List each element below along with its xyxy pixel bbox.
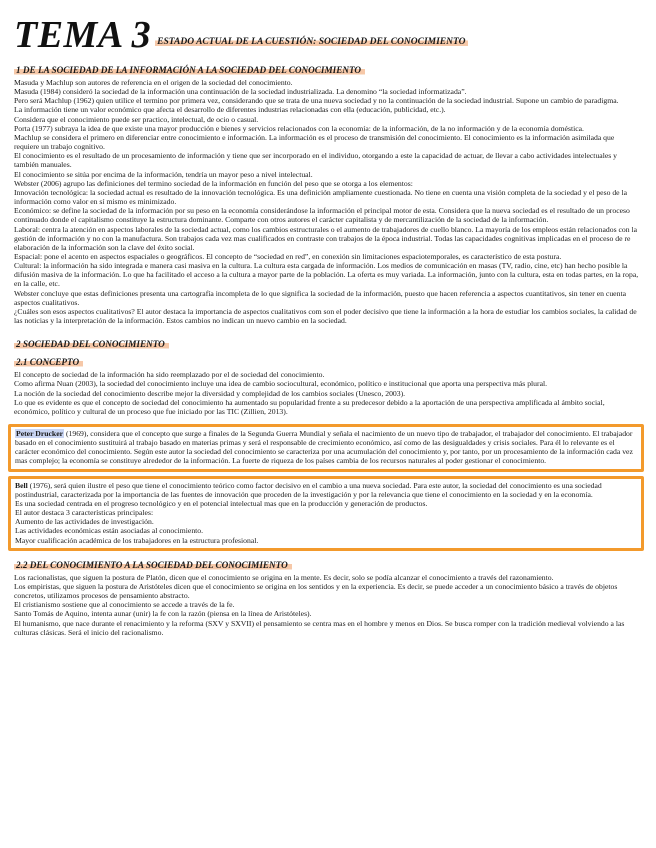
- paragraph: Los empiristas, que siguen la postura de Aristóteles dicen que el conocimiento se origina en los sentidos y en la experiencia. Es decir, se puede acceder a un conocimiento básico a través de objetos concretos, utilizamos procesos de pensamiento abstracto.: [14, 581, 618, 601]
- list-item: Laboral: centra la atención en aspectos laborales de la sociedad actual, como los cambios estructurales o el aumento de trabajadores de cuello blanco. La mayoría de los empleos están relacionados con la gestión de información y no con la manufactura. Son trabajos cada vez mas cualificados en contraste con trabajos de la época industrial. Todas las capacidades cognitivas implicadas en el proceso de re elaboración de la información son la clave del éxito social.: [14, 224, 638, 252]
- highlight-box-bell: [8, 476, 644, 551]
- bell-text: (1976), será quien ilustre el peso que tiene el conocimiento teórico como factor decisivo en el cambio a una nueva sociedad. Para este autor, la sociedad del conocimiento es una sociedad postindustrial, caracterizada por la importancia de las fuentes de innovación que proceden de la investigación y por la relevancia que tiene el conocimiento en la sociedad y en la economía.: [15, 480, 602, 499]
- paragraph: Machlup se considera el primero en diferenciar entre conocimiento e información. La información es el proceso de transmisión del conocimiento. El conocimiento es la información asimilada que requiere un trabajo cognitivo.: [14, 132, 615, 152]
- paragraph: Porta (1977) subraya la idea de que existe una mayor producción e bienes y servicios relacionados con la economía: de la información, de la no información y de la economía doméstica.: [14, 123, 584, 133]
- paragraph: El cristianismo sostiene que al conocimiento se accede a través de la fe.: [14, 600, 235, 610]
- section-1: [14, 60, 640, 325]
- paragraph: Los racionalistas, que siguen la postura de Platón, dicen que el conocimiento se origina en la mente. Es decir, solo se podía alcanzar el conocimiento a través del razonamiento.: [14, 572, 554, 582]
- bell-line: El autor destaca 3 características principales:: [15, 508, 154, 518]
- list-item: Espacial: pone el acento en aspectos espaciales o geográficos. El concepto de “sociedad en red”, en conexión sin limitaciones espaciotemporales, es característico de esta postura.: [14, 251, 562, 261]
- spacer: [14, 325, 640, 334]
- bell-line: Es una sociedad centrada en el progreso tecnológico y en el potencial intelectual mas que en la producción y generación de productos.: [15, 498, 428, 508]
- paragraph: El humanismo, que nace durante el renacimiento y la reforma (SXV y SXVII) el pensamiento se centra mas en el hombre y menos en Dios. Se busca romper con la tradición medieval volviendo a las culturas clásicas. Será el inicio del racionalismo.: [14, 618, 625, 637]
- list-item: Innovación tecnológica: la sociedad actual es resultado de la innovación tecnológica. Es una definición ampliamente cuestionada. No tiene en cuenta una visión completa de la sociedad y el peso de la información como valor en sí mismo es minimizado.: [14, 187, 628, 207]
- paragraph: Webster concluye que estas definiciones presenta una cartografía incompleta de lo que significa la sociedad de la información, puesto que hacen referencia a aspectos cuantitativos, sin tener en cuenta aspectos cualitativos.: [14, 288, 626, 307]
- paragraph: El conocimiento es el resultado de un procesamiento de información y tiene que ser incorporado en el individuo, otorgando a este la capacidad de actuar, de llevar a cabo actividades intelectuales y también manuales.: [14, 151, 617, 170]
- paragraph: La noción de la sociedad del conocimiento describe mejor la diversidad y complejidad de los cambios sociales (Unesco, 2003).: [14, 388, 406, 398]
- list-item: Cultural: la información ha sido integrada e manera casi masiva en la cultura. La cultura esta cargada de información. Los medios de comunicación en masas (TV, radio, cine, etc) han hecho posible la difusión masiva de la información. Lo que ha facilitado el acceso a la cultura a mayor parte de la población. La oferta es muy variada. La información, junto con la cultura, esta en todas partes, en la ropa, en la calle, etc.: [14, 261, 639, 289]
- highlight-box-drucker: [8, 424, 644, 472]
- subsection-2-1-heading: 2.1 CONCEPTO: [14, 357, 83, 367]
- author-name: Peter Drucker: [16, 429, 64, 438]
- paragraph: La información tiene un valor económico que afecta el desarrollo de diferentes industrias relacionadas con ella (educación, publicidad, etc.).: [14, 105, 446, 115]
- author-name: Bell: [15, 480, 28, 490]
- title-row: [14, 12, 640, 54]
- paragraph: Webster (2006) agrupo las definiciones del termino sociedad de la información en función del peso que se otorga a los elementos:: [14, 178, 413, 188]
- paragraph: Como afirma Nuan (2003), la sociedad del conocimiento incluye una idea de cambio sociocultural, económico, político e institucional que aporta una perspectiva más plural.: [14, 379, 548, 389]
- drucker-text: (1969), considera que el concepto que surge a finales de la Segunda Guerra Mundial y señala el nacimiento de un nuevo tipo de trabajador, el trabajador del conocimiento. El trabajador basado en el conocimiento sustituirá al trabajo basado en materias primas y será el responsable de crecimiento económico, así como de las desigualdades y crisis sociales. Para él lo relevante es el carácter económico del conocimiento. Según este autor la sociedad del conocimiento se caracteriza por una acumulación del conocimiento y, por tanto, por un procesamiento de la información cada vez mas complejo; la economía se constituye alrededor de la información. La fuerte de riqueza de los países cambia de los recursos naturales al poder gestionar el conocimiento.: [15, 429, 633, 466]
- paragraph: Masuda (1984) consideró la sociedad de la información una continuación de la sociedad industrializada. La denomino “la sociedad informatizada”.: [14, 87, 467, 97]
- bell-line: Las actividades económicas están asociadas al conocimiento.: [15, 526, 204, 536]
- spacer: [14, 416, 640, 420]
- section-1-heading: 1 DE LA SOCIEDAD DE LA INFORMACIÓN A LA SOCIEDAD DEL CONOCIMIENTO: [14, 65, 365, 75]
- bell-line: Aumento de las actividades de investigación.: [15, 517, 154, 527]
- paragraph: El conocimiento se sitúa por encima de la información, tendría un mayor peso a nivel intelectual.: [14, 169, 313, 179]
- page-subtitle: ESTADO ACTUAL DE LA CUESTIÓN: SOCIEDAD DEL CONOCIMIENTO: [155, 37, 468, 47]
- paragraph: Considera que el conocimiento puede ser practico, intelectual, de ocio o casual.: [14, 114, 259, 124]
- paragraph: Santo Tomás de Aquino, intenta aunar (unir) la fe con la razón (piensa en la línea de Aristóteles).: [14, 609, 312, 619]
- bell-paragraph: [15, 481, 637, 499]
- section-2: [14, 334, 640, 637]
- list-item: Económico: se define la sociedad de la información por su peso en la economía considerándose la información el principal motor de esta. Considera que la nueva sociedad es el resultado de un proceso continuado donde el capitalismo constituye la estructura dominante. Comparte con otros autores el carácter capitalista y de mercantilización de la sociedad de la información.: [14, 206, 630, 225]
- paragraph: Pero será Machlup (1962) quien utilice el termino por primera vez, considerando que se trata de una nueva sociedad y no la continuación de la sociedad industrial. Supone un cambio de paradigma.: [14, 96, 619, 106]
- paragraph: Lo que es evidente es que el concepto de sociedad del conocimiento ha aumentado su popularidad frente a su predecesor debido a la aportación de una perspectiva amplificada al ámbito social, económico, político y cultural de un proceso que fue iniciado por las TIC (Zillien, 2013).: [14, 397, 605, 416]
- paragraph: El concepto de sociedad de la información ha sido reemplazado por el de sociedad del conocimiento.: [14, 370, 325, 380]
- section-2-heading: 2 SOCIEDAD DEL CONOCIMIENTO: [14, 339, 169, 349]
- bell-line: Mayor cualificación académica de los trabajadores en la estructura profesional.: [15, 535, 259, 545]
- subsection-2-2-heading: 2.2 DEL CONOCIMIENTO A LA SOCIEDAD DEL CONOCIMIENTO: [14, 560, 292, 570]
- page-title: TEMA 3: [14, 14, 152, 56]
- paragraph: Masuda y Machlup son autores de referencia en el origen de la sociedad del conocimiento.: [14, 78, 293, 87]
- drucker-paragraph: [15, 429, 637, 466]
- paragraph: ¿Cuáles son esos aspectos cualitativos? El autor destaca la importancia de aspectos cualitativos com son el poder decisivo que tiene la información a la hora de estudiar los cambios sociales, la calidad de las noticias y la interpretación de la información. Estos cambios no indican un nuevo cambio en la sociedad.: [14, 306, 637, 326]
